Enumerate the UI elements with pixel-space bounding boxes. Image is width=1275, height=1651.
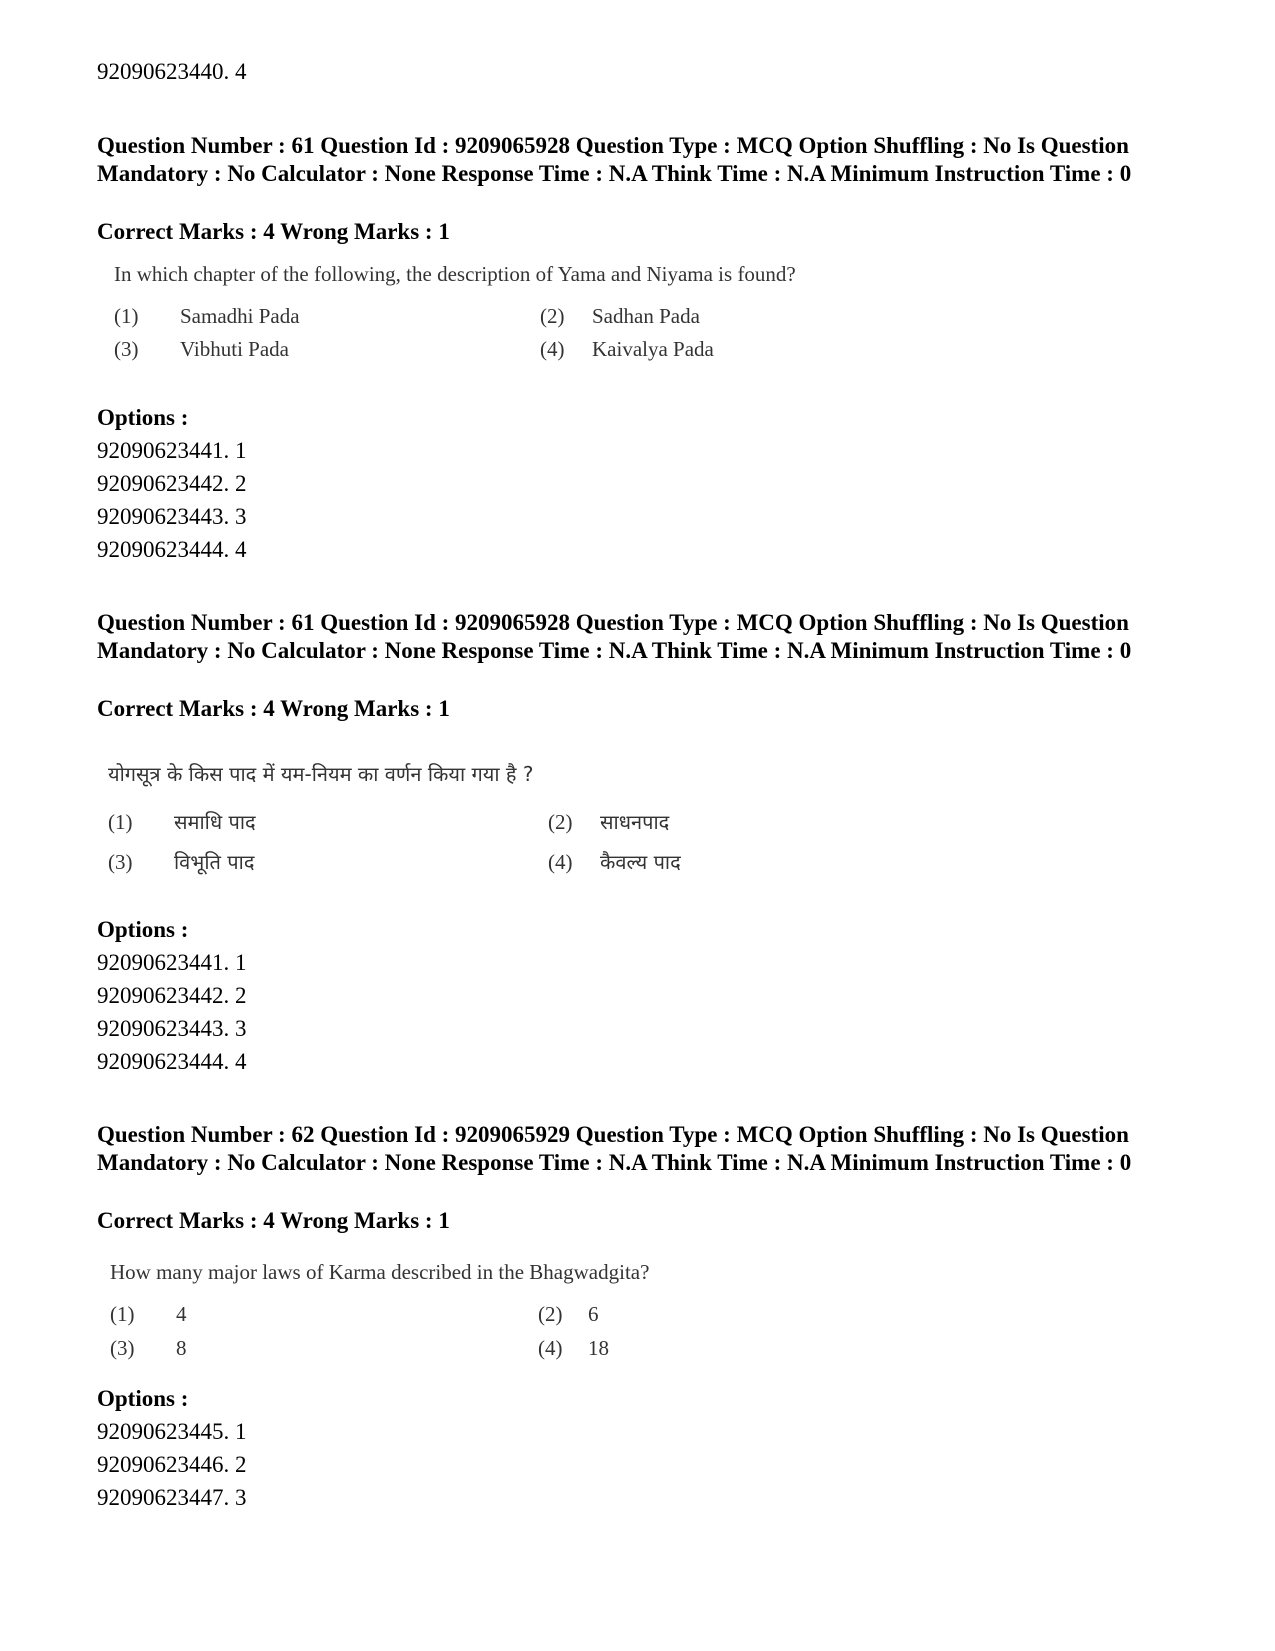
choice-1 [114,304,300,329]
choice-number: (3) [114,337,139,361]
marks-line: Correct Marks : 4 Wrong Marks : 1 [97,219,450,244]
choice-text: समाधि पाद [174,810,256,834]
choice-number: (4) [538,1336,563,1360]
choice-number: (3) [108,850,133,874]
option-line: 92090623442. 2 [97,471,247,496]
question-text: In which chapter of the following, the description of Yama and Niyama is found? [114,262,796,286]
choice-2 [538,1302,599,1327]
choice-number: (1) [110,1302,135,1326]
option-line: 92090623441. 1 [97,950,247,975]
choice-2 [548,808,669,835]
option-line: 92090623445. 1 [97,1419,247,1444]
choice-text: Kaivalya Pada [592,337,714,361]
options-heading: Options : [97,1386,189,1411]
choice-text: 6 [588,1302,599,1326]
option-line: 92090623444. 4 [97,1049,247,1074]
choice-text: Sadhan Pada [592,304,700,328]
question-meta: Question Number : 61 Question Id : 9209065928 Question Type : MCQ Option Shuffling : No Is Question Mandatory : No Calculator : None Response Time : N.A Think Time : N.A Minimum Instruction Time : 0 [97,610,1132,663]
choice-number: (1) [108,810,133,834]
option-line: 92090623444. 4 [97,537,247,562]
choice-number: (2) [538,1302,563,1326]
choice-text: साधनपाद [600,810,670,834]
choice-text: 18 [588,1336,609,1360]
option-line: 92090623442. 2 [97,983,247,1008]
choice-number: (4) [540,337,565,361]
option-line: 92090623443. 3 [97,504,247,529]
question-text: योगसूत्र के किस पाद में यम-नियम का वर्णन किया गया है ? [108,762,534,786]
choice-4 [538,1336,609,1361]
choice-3 [114,337,289,362]
options-heading: Options : [97,405,189,430]
choice-text: 8 [176,1336,187,1360]
choice-number: (2) [540,304,565,328]
option-line: 92090623440. 4 [97,59,247,84]
choice-text: Vibhuti Pada [180,337,289,361]
marks-line: Correct Marks : 4 Wrong Marks : 1 [97,1208,450,1233]
choice-4 [540,337,714,362]
option-line: 92090623446. 2 [97,1452,247,1477]
choice-1 [108,808,256,835]
choice-text: कैवल्य पाद [600,850,681,874]
choice-3 [108,848,254,875]
choice-number: (1) [114,304,139,328]
choice-text: Samadhi Pada [180,304,300,328]
option-line: 92090623447. 3 [97,1485,247,1510]
options-heading: Options : [97,917,189,942]
choice-3 [110,1336,187,1361]
choice-text: विभूति पाद [174,850,255,874]
choice-number: (3) [110,1336,135,1360]
choice-4 [548,848,681,875]
question-meta: Question Number : 61 Question Id : 9209065928 Question Type : MCQ Option Shuffling : No Is Question Mandatory : No Calculator : None Response Time : N.A Think Time : N.A Minimum Instruction Time : 0 [97,133,1132,186]
option-line: 92090623441. 1 [97,438,247,463]
choice-2 [540,304,700,329]
marks-line: Correct Marks : 4 Wrong Marks : 1 [97,696,450,721]
question-text: How many major laws of Karma described in the Bhagwadgita? [110,1260,650,1284]
choice-number: (4) [548,850,573,874]
option-line: 92090623443. 3 [97,1016,247,1041]
question-meta: Question Number : 62 Question Id : 9209065929 Question Type : MCQ Option Shuffling : No Is Question Mandatory : No Calculator : None Response Time : N.A Think Time : N.A Minimum Instruction Time : 0 [97,1122,1132,1175]
choice-number: (2) [548,810,573,834]
choice-text: 4 [176,1302,187,1326]
choice-1 [110,1302,187,1327]
